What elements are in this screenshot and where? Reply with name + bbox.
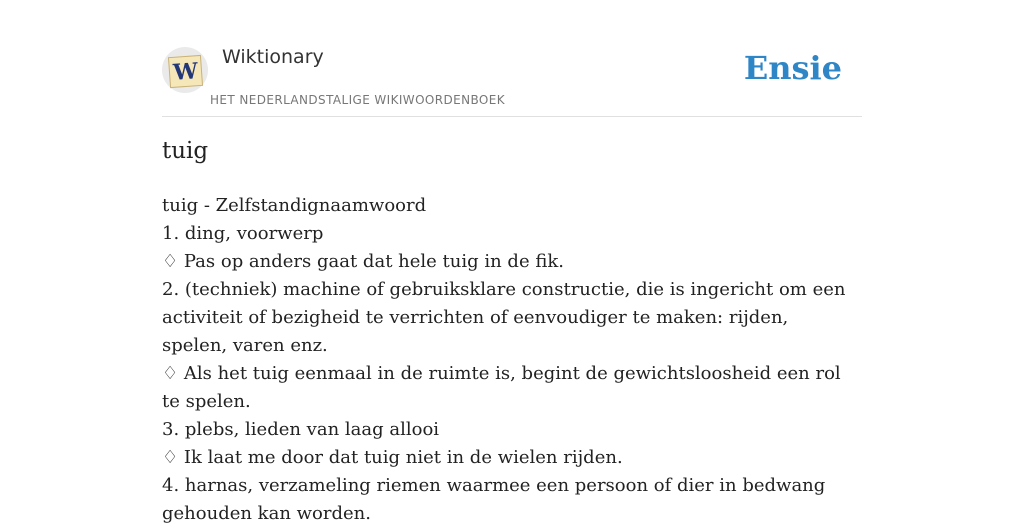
site-header — [162, 44, 862, 117]
wiktionary-logo-icon[interactable] — [162, 47, 208, 93]
page-title: tuig — [162, 138, 209, 164]
example-line: ♢ Pas op anders gaat dat hele tuig in de fik. — [162, 251, 564, 272]
example-line: ♢ Als het tuig eenmaal in de ruimte is, begint de gewichtsloosheid een rol te spelen. — [162, 363, 841, 412]
site-subtitle: HET NEDERLANDSTALIGE WIKIWOORDENBOEK — [210, 93, 506, 107]
definition-line: 4. harnas, verzameling riemen waarmee een persoon of dier in bedwang gehouden kan worden. — [162, 475, 826, 524]
definition-line: 2. (techniek) machine of gebruiksklare constructie, die is ingericht om een activiteit of bezigheid te verrichten of eenvoudiger te maken: rijden, spelen, varen enz. — [162, 279, 846, 356]
definition-line: 1. ding, voorwerp — [162, 223, 324, 244]
ensie-brand-link[interactable]: Ensie — [743, 49, 842, 87]
example-line: ♢ Ik laat me door dat tuig niet in de wielen rijden. — [162, 447, 623, 468]
definition-line: 3. plebs, lieden van laag allooi — [162, 419, 440, 440]
entry-content — [162, 192, 852, 528]
site-title[interactable]: Wiktionary — [222, 46, 324, 68]
logo-tile: W — [168, 55, 203, 88]
entry-heading: tuig - Zelfstandignaamwoord — [162, 195, 427, 216]
